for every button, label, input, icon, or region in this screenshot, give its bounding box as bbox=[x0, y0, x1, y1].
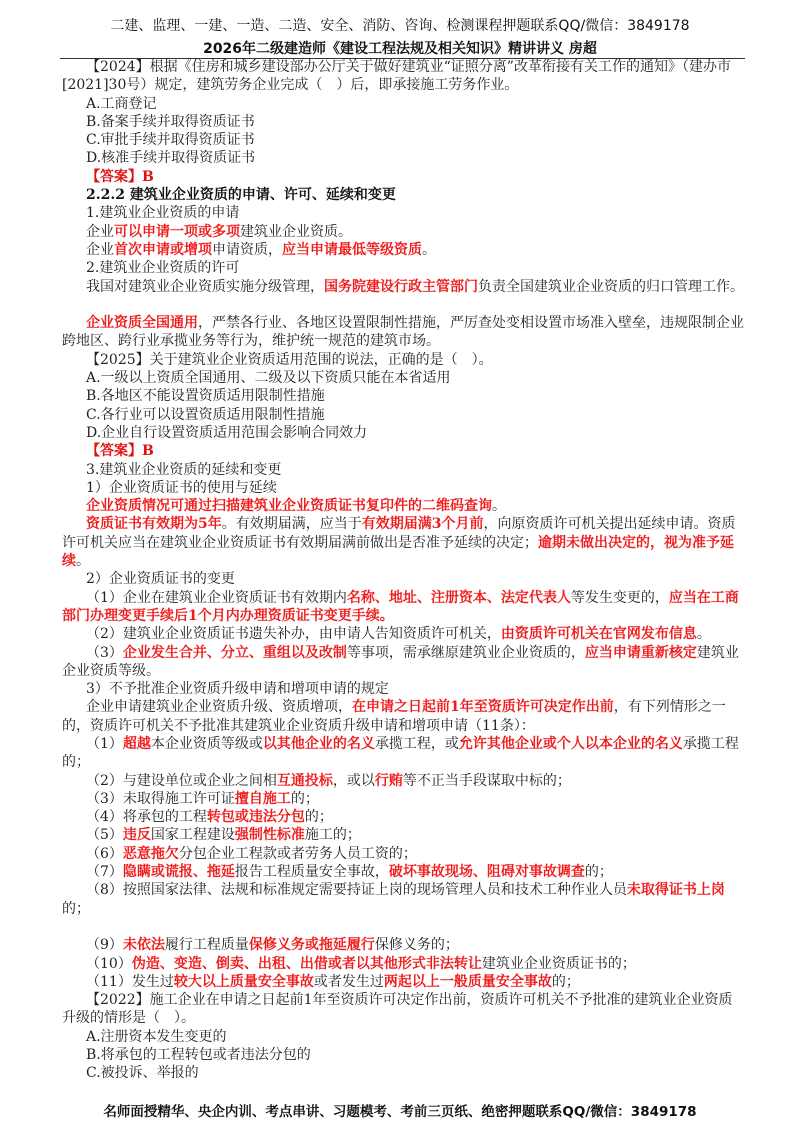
emphasis-text: 伪造、变造、倒卖、出租、出借或者以其他形式非法转让 bbox=[131, 955, 482, 972]
answer-line bbox=[62, 442, 746, 460]
paragraph bbox=[62, 570, 746, 588]
body-text: 。有效期届满，应当于 bbox=[221, 516, 362, 533]
emphasis-text: 隐瞒或谎报、拖延 bbox=[122, 864, 235, 881]
document-body bbox=[62, 58, 746, 1083]
emphasis-text: 可以申请一项或多项 bbox=[114, 223, 240, 240]
body-text: （8）按照国家法律、法规和标准规定需要持证上岗的现场管理人员和技术工种作业人员 bbox=[86, 882, 627, 899]
paragraph bbox=[62, 973, 746, 991]
body-text: ，有下列情形之一的，资质许可机关不予批准其建筑业企业资质升级申请和增项申请（11条）： bbox=[62, 699, 726, 734]
emphasis-text: 转包或违法分包 bbox=[206, 809, 305, 826]
body-text: 建筑业企业资质证书的； bbox=[481, 955, 636, 972]
body-text: C.审批手续并取得资质证书 bbox=[86, 132, 255, 149]
body-text: （1）企业在建筑业企业资质证书有效期内 bbox=[86, 589, 347, 606]
emphasis-text: 名称、地址、注册资本、法定代表人 bbox=[346, 589, 571, 606]
emphasis-text: 首次申请或增项 bbox=[114, 241, 212, 258]
body-text: B.各地区不能设置资质适用限制性措施 bbox=[86, 388, 325, 405]
body-text: 2.建筑业企业资质的许可 bbox=[86, 260, 240, 277]
paragraph bbox=[62, 278, 746, 296]
paragraph bbox=[62, 497, 746, 515]
emphasis-text: 在申请之日起前1年至资质许可决定作出前 bbox=[352, 699, 614, 716]
page-header-title: 2026年二级建造师《建设工程法规及相关知识》精讲讲义 房超 bbox=[203, 41, 597, 57]
paragraph bbox=[62, 479, 746, 497]
paragraph bbox=[62, 698, 746, 735]
body-text: （11）发生过 bbox=[86, 973, 174, 990]
body-text: （4）将承包的工程 bbox=[86, 809, 207, 826]
section-heading bbox=[62, 186, 746, 204]
paragraph bbox=[62, 1028, 746, 1046]
body-text: B.备案手续并取得资质证书 bbox=[86, 113, 255, 130]
body-text: 履行工程质量 bbox=[164, 937, 249, 954]
emphasis-text: 破坏事故现场、阻碍对事故调查 bbox=[388, 864, 585, 881]
body-text: （7） bbox=[86, 864, 123, 881]
body-text: C.各行业可以设置资质适用限制性措施 bbox=[86, 406, 325, 423]
body-text: 申请资质， bbox=[212, 241, 282, 258]
emphasis-text: 以其他企业的名义 bbox=[262, 735, 375, 752]
paragraph bbox=[62, 991, 746, 1028]
emphasis-text: 两起以上一般质量安全事故 bbox=[383, 973, 552, 990]
body-text: C.被投诉、举报的 bbox=[86, 1065, 199, 1082]
paragraph bbox=[62, 95, 746, 113]
body-text: 【答案】B bbox=[86, 443, 154, 460]
body-text: 的； bbox=[62, 900, 90, 917]
body-text: 承揽工程，或 bbox=[374, 735, 459, 752]
emphasis-text: 行贿 bbox=[374, 772, 403, 789]
body-text: （3）未取得施工许可证 bbox=[86, 790, 235, 807]
body-text: 企业申请建筑业企业资质升级、资质增项， bbox=[86, 699, 352, 716]
emphasis-text: 恶意拖欠 bbox=[122, 845, 179, 862]
body-text: 的； bbox=[584, 864, 613, 881]
emphasis-text: 超越 bbox=[122, 735, 151, 752]
paragraph bbox=[62, 625, 746, 643]
body-text: 1.建筑业企业资质的申请 bbox=[86, 205, 240, 222]
paragraph bbox=[62, 149, 746, 167]
emphasis-text: 国务院建设行政主管部门 bbox=[324, 278, 478, 295]
emphasis-text: 擅自施工 bbox=[234, 790, 291, 807]
emphasis-text: 逾期未做出决定的，视为准予延续 bbox=[62, 534, 734, 570]
emphasis-text: 保修义务或拖延履行 bbox=[248, 937, 375, 954]
paragraph bbox=[62, 461, 746, 479]
body-text: 2.2.2 建筑业企业资质的申请、许可、延续和变更 bbox=[86, 187, 396, 204]
body-text: D.核准手续并取得资质证书 bbox=[86, 150, 256, 167]
paragraph bbox=[62, 351, 746, 369]
emphasis-text: 违反 bbox=[122, 827, 151, 844]
emphasis-text: 允许其他企业或个人以本企业的名义 bbox=[458, 735, 683, 752]
paragraph bbox=[62, 259, 746, 277]
emphasis-text: 资质证书有效期为5年 bbox=[86, 516, 222, 533]
paragraph bbox=[62, 241, 746, 259]
body-text: 我国对建筑业企业资质实施分级管理， bbox=[86, 278, 324, 295]
body-text: ，向原资质许可机关提出延续申请。资质许可机关应当在建筑业企业资质证书有效期届满前做出是否准予延续的决定； bbox=[62, 516, 736, 551]
body-text: （10） bbox=[86, 955, 132, 972]
paragraph bbox=[62, 369, 746, 387]
body-text: ，严禁各行业、各地区设置限制性措施，严厉查处变相设置市场准入壁垒，违规限制企业跨地区、跨行业承揽业务等行为，维护统一规范的建筑市场。 bbox=[62, 315, 744, 350]
emphasis-text: 企业发生合并、分立、重组以及改制 bbox=[122, 644, 347, 661]
body-text: 。 bbox=[492, 498, 506, 515]
emphasis-text: 应当申请最低等级资质 bbox=[282, 241, 422, 258]
page-footer: 名师面授精华、央企内训、考点串讲、习题模考、考前三页纸、绝密押题联系QQ/微信：3849178 bbox=[103, 1104, 697, 1120]
body-text: A.工商登记 bbox=[86, 95, 157, 112]
body-text: B.将承包的工程转包或者违法分包的 bbox=[86, 1047, 311, 1064]
page-header-contact: 二建、监理、一建、一造、二造、安全、消防、咨询、检测课程押题联系QQ/微信：3849178 bbox=[110, 18, 690, 34]
body-text: 施工的； bbox=[304, 827, 361, 844]
paragraph bbox=[62, 314, 746, 351]
body-text: 建筑业企业资质等级。 bbox=[62, 644, 739, 679]
emphasis-text: 应当在工商部门办理变更手续后1个月内办理资质证书变更手续。 bbox=[62, 589, 739, 624]
body-text: A.一级以上资质全国通用、二级及以下资质只能在本省适用 bbox=[86, 370, 451, 387]
paragraph bbox=[62, 204, 746, 222]
body-text: 。 bbox=[76, 553, 90, 570]
body-text: 本企业资质等级或 bbox=[150, 735, 263, 752]
paragraph bbox=[62, 735, 746, 772]
body-text: （6） bbox=[86, 845, 123, 862]
body-text: 建筑业企业资质。 bbox=[240, 223, 352, 240]
paragraph bbox=[62, 845, 746, 863]
paragraph bbox=[62, 1046, 746, 1064]
emphasis-text: 强制性标准 bbox=[234, 827, 305, 844]
paragraph bbox=[62, 826, 746, 844]
paragraph bbox=[62, 790, 746, 808]
body-text: 【答案】B bbox=[86, 168, 154, 185]
body-text: 或者发生过 bbox=[313, 973, 384, 990]
body-text: 2）企业资质证书的变更 bbox=[86, 571, 235, 588]
body-text: 承揽工程的； bbox=[62, 735, 739, 771]
body-text: （9） bbox=[86, 937, 123, 954]
paragraph bbox=[62, 881, 746, 918]
emphasis-text: 未取得证书上岗 bbox=[626, 882, 725, 899]
body-text: 等事项，需承继原建筑业企业资质的， bbox=[346, 644, 585, 661]
body-text: 国家工程建设 bbox=[150, 827, 235, 844]
paragraph bbox=[62, 772, 746, 790]
body-text: 的； bbox=[304, 809, 333, 826]
emphasis-text: 较大以上质量安全事故 bbox=[173, 973, 314, 990]
body-text: D.企业自行设置资质适用范围会影响合同效力 bbox=[86, 424, 368, 441]
answer-line bbox=[62, 168, 746, 186]
body-text: 的； bbox=[551, 973, 580, 990]
paragraph bbox=[62, 644, 746, 681]
emphasis-text: 应当申请重新核定 bbox=[584, 644, 697, 661]
paragraph bbox=[62, 424, 746, 442]
paragraph bbox=[62, 131, 746, 149]
body-text: 企业 bbox=[86, 223, 114, 240]
paragraph bbox=[62, 589, 746, 626]
body-text: 保修义务的； bbox=[374, 937, 459, 954]
blank-line bbox=[62, 918, 746, 936]
paragraph bbox=[62, 955, 746, 973]
emphasis-text: 未依法 bbox=[122, 937, 165, 954]
body-text: 3）不予批准企业资质升级申请和增项申请的规定 bbox=[86, 681, 389, 698]
blank-line bbox=[62, 296, 746, 314]
paragraph bbox=[62, 936, 746, 954]
emphasis-text: 互通投标 bbox=[276, 772, 333, 789]
paragraph bbox=[62, 1064, 746, 1082]
body-text: 。 bbox=[696, 626, 711, 643]
body-text: （5） bbox=[86, 827, 123, 844]
body-text: 分包企业工程款或者劳务人员工资的； bbox=[178, 845, 417, 862]
emphasis-text: 企业资质全国通用 bbox=[86, 315, 198, 332]
body-text: （3） bbox=[86, 644, 123, 661]
body-text: 企业 bbox=[86, 241, 114, 258]
body-text: 等发生变更的， bbox=[570, 589, 669, 606]
body-text: 等不正当手段谋取中标的； bbox=[402, 772, 571, 789]
body-text: 【2025】关于建筑业企业资质适用范围的说法，正确的是（ ）。 bbox=[86, 351, 493, 368]
paragraph bbox=[62, 406, 746, 424]
body-text: 。 bbox=[422, 241, 436, 258]
paragraph bbox=[62, 387, 746, 405]
body-text: （2）建筑业企业资质证书遗失补办，由申请人告知资质许可机关， bbox=[86, 626, 501, 643]
paragraph bbox=[62, 863, 746, 881]
body-text: 【2022】施工企业在申请之日起前1年至资质许可决定作出前，资质许可机关不予批准的建筑业企业资质升级的情形是（ ）。 bbox=[62, 992, 733, 1027]
paragraph bbox=[62, 113, 746, 131]
paragraph bbox=[62, 680, 746, 698]
paragraph bbox=[62, 515, 746, 570]
body-text: 负责全国建筑业企业资质的归口管理工作。 bbox=[478, 278, 744, 295]
body-text: （2）与建设单位或企业之间相 bbox=[86, 772, 277, 789]
paragraph bbox=[62, 58, 746, 95]
emphasis-text: 由资质许可机关在官网发布信息 bbox=[500, 626, 697, 643]
body-text: 1）企业资质证书的使用与延续 bbox=[86, 479, 277, 496]
body-text: A.注册资本发生变更的 bbox=[86, 1028, 227, 1045]
paragraph bbox=[62, 808, 746, 826]
emphasis-text: 企业资质情况可通过扫描建筑业企业资质证书复印件的二维码查询 bbox=[86, 498, 492, 515]
paragraph bbox=[62, 223, 746, 241]
body-text: 报告工程质量安全事故， bbox=[234, 864, 389, 881]
body-text: 【2024】根据《住房和城乡建设部办公厅关于做好建筑业“证照分离”改革衔接有关工作的通知》（建办市[2021]30号）规定，建筑劳务企业完成（ ）后，即承接施工劳务作业。 bbox=[62, 59, 731, 94]
body-text: （1） bbox=[86, 735, 123, 752]
body-text: ，或以 bbox=[332, 772, 375, 789]
body-text: 3.建筑业企业资质的延续和变更 bbox=[86, 461, 282, 478]
emphasis-text: 有效期届满3个月前 bbox=[361, 516, 484, 533]
body-text: 的； bbox=[290, 790, 319, 807]
